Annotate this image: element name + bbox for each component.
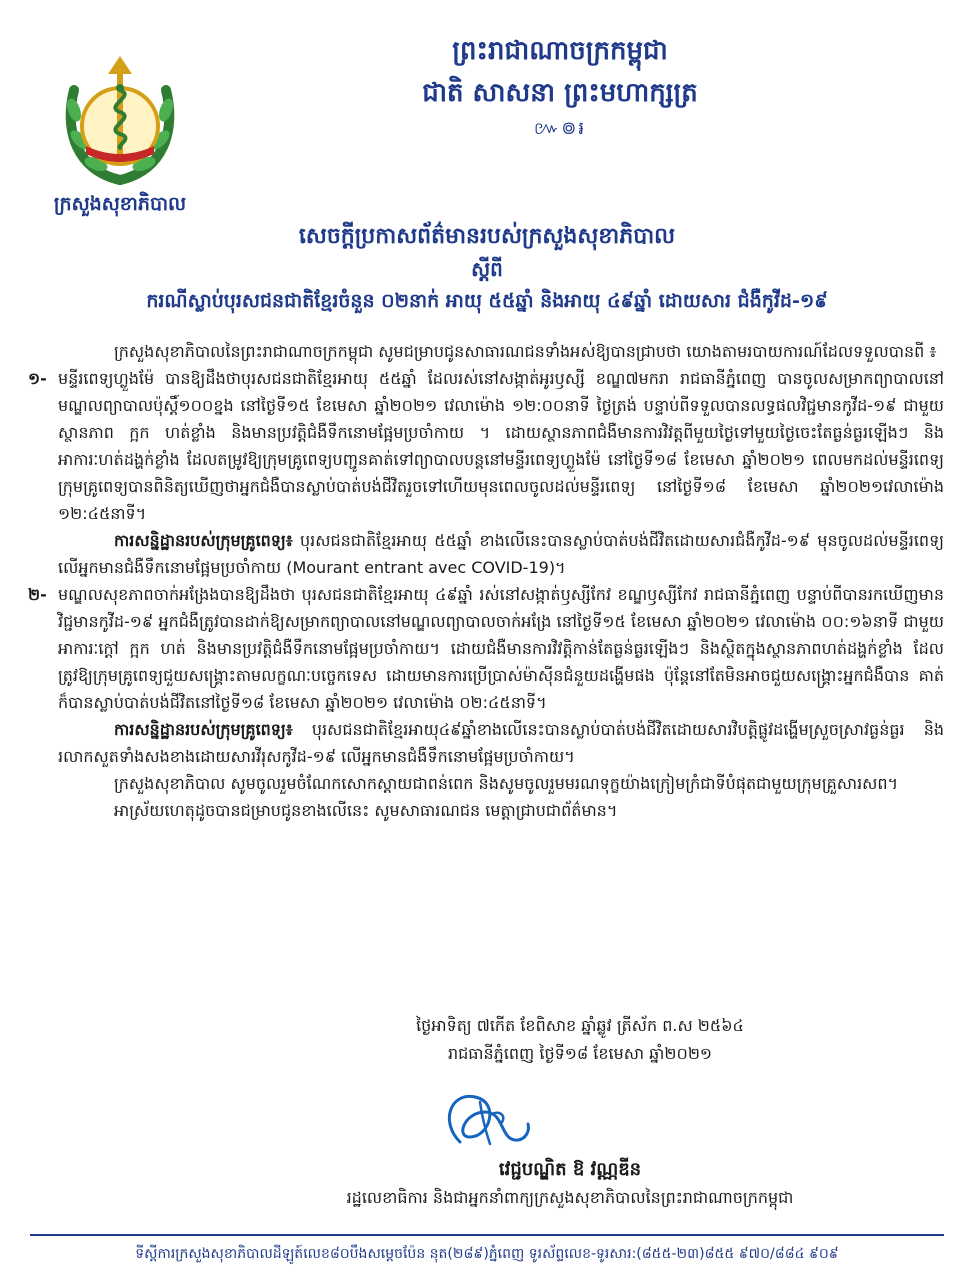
kingdom-line-2: ជាតិ សាសនា ព្រះមហាក្សត្រ	[422, 78, 698, 108]
footer-address: ទីស្ដីការក្រសួងសុខាភិបាលដីឡូត៍លេខ៨០បឹងសម្ដេចប៉ែន នុត(២៨៩)ភ្នំពេញ ទូរស័ព្ទលេខ-ទូរសារ:(៨៥៥-២៣)៨៥៥ ៩៧០/៨៨៤ ៩០៩	[135, 1246, 839, 1262]
case-conclusion-2	[28, 716, 944, 770]
condolence-paragraph: ក្រសួងសុខាភិបាល សូមចូលរួមចំណែកសោកស្ដាយជាពន់ពេក និងសូមចូលរួមមរណទុក្ខយ៉ាងក្រៀមក្រំជាទីបំផុតជាមួយក្រុមគ្រួសារសព។	[114, 774, 899, 793]
case-number-2: ២-	[28, 585, 47, 604]
signer-block	[220, 1156, 920, 1212]
case-text-2: មណ្ឌលសុខភាពចាក់អង្រែងបានឱ្យដឹងថា បុរសជនជាតិខ្មែរអាយុ ៤៩ឆ្នាំ រស់នៅសង្កាត់ឫស្សីកែវ ខណ្ឌឫស្សីកែវ រាជធានីភ្នំពេញ បន្ទាប់ពីបានរកឃើញមានវិជ្ជមានកូវីដ-១៩ អ្នកជំងឺត្រូវបានដាក់ឱ្យសម្រាកព្យាបាលនៅមណ្ឌលព្យាបាលចាក់អង្រែ នៅថ្ងៃទី១៥ ខែមេសា ឆ្នាំ២០២១ វេលាម៉ោង ០០:១៦នាទី ជាមួយអាការៈក្ដៅ ក្អក ហត់ និងមានប្រវត្តិជំងឺទឹកនោមផ្អែមប្រចាំកាយ។ ដោយជំងឺមានការវិវត្តិកាន់តែធ្ងន់ធ្ងរឡើងៗ និងស្ថិតក្នុងស្ថានភាពហត់ដង្ហក់ខ្លាំង ដែលត្រូវឱ្យក្រុមគ្រូពេទ្យជួយសង្គ្រោះតាមលក្ខណៈបច្ចេកទេស ដោយមានការប្រើប្រាស់ម៉ាស៊ីនជំនួយដង្ហើមផង ប៉ុន្តែនៅតែមិនអាចជួយសង្គ្រោះអ្នកជំងឺបាន គាត់ក៏បានស្លាប់បាត់បង់ជីវិតនៅថ្ងៃទី១៨ ខែមេសា ឆ្នាំ២០២១ វេលាម៉ោង ០២:៤៥នាទី។	[58, 585, 945, 712]
case-item-2	[28, 581, 944, 716]
ministry-name-under-logo: ក្រសួងសុខាភិបាល	[53, 193, 187, 215]
signer-title: រដ្ឋលេខាធិការ និងជាអ្នកនាំពាក្យក្រសួងសុខាភិបាលនៃព្រះរាជាណាចក្រកម្ពុជា	[346, 1188, 794, 1207]
conclusion-text-2: បុរសជនជាតិខ្មែរអាយុ៤៩ឆ្នាំខាងលើនេះបានស្លាប់បាត់បង់ជីវិតដោយសារវិបត្តិផ្លូវដង្ហើមស្រួចស្រាវធ្ងន់ធ្ងរ និងរលាកសួតទាំងសងខាងដោយសារវីរុសកូវីដ-១៩ លើអ្នកមានជំងឺទឹកនោមផ្អែមប្រចាំកាយ។	[58, 720, 944, 766]
kingdom-line-1: ព្រះរាជាណាចក្រកម្ពុជា	[452, 36, 668, 66]
case-item-1	[28, 365, 944, 527]
title-line-3: ករណីស្លាប់បុរសជនជាតិខ្មែរចំនួន ០២នាក់ អាយុ ៥៥ឆ្នាំ និងអាយុ ៤៩ឆ្នាំ ដោយសារ ជំងឺកូវីដ-១៩	[146, 290, 828, 312]
footer-divider	[30, 1234, 944, 1236]
conclusion-text-1: បុរសជនជាតិខ្មែរអាយុ ៥៥ឆ្នាំ ខាងលើនេះបានស្លាប់បាត់បង់ជីវិតដោយសារជំងឺកូវីដ-១៩ មុនចូលដល់មន្ទីរពេទ្យ លើអ្នកមានជំងឺទឹកនោមផ្អែមប្រចាំកាយ (Mourant entrant avec COVID-19)។	[58, 531, 944, 577]
signer-name: វេជ្ជបណ្ឌិត ឱ វណ្ណឌីន	[498, 1159, 642, 1180]
conclusion-label-2: ការសន្និដ្ឋានរបស់ក្រុមគ្រូពេទ្យ៖	[114, 720, 293, 739]
title-line-1: សេចក្ដីប្រកាសព័ត៌មានរបស់ក្រសួងសុខាភិបាល	[298, 224, 676, 249]
kingdom-header	[300, 30, 820, 114]
solar-date: រាជធានីភ្នំពេញ ថ្ងៃទី១៨ ខែមេសា ឆ្នាំ២០២១	[447, 1044, 713, 1063]
case-conclusion-1	[28, 527, 944, 581]
header-ornament: ៚៙៛	[533, 118, 587, 139]
ministry-emblem-icon	[56, 50, 184, 188]
conclusion-label-1: ការសន្និដ្ឋានរបស់ក្រុមគ្រូពេទ្យ៖	[114, 531, 293, 550]
date-block	[300, 1012, 860, 1068]
case-number-1: ១-	[28, 369, 47, 388]
intro-paragraph: ក្រសួងសុខាភិបាលនៃព្រះរាជាណាចក្រកម្ពុជា សូមជម្រាបជូនសាធារណជនទាំងអស់ឱ្យបានជ្រាបថា យោងតាមរបាយការណ៍ដែលទទួលបានពី ៖	[114, 342, 937, 361]
case-text-1: មន្ទីរពេទ្យហ្លួងម៉ែ បានឱ្យដឹងថាបុរសជនជាតិខ្មែរអាយុ ៥៥ឆ្នាំ ដែលរស់នៅសង្កាត់អូរឫស្សី ខណ្ឌ៧មករា រាជធានីភ្នំពេញ បានចូលសម្រាកព្យាបាលនៅមណ្ឌលព្យាបាលប៉ុស្ដិ៍១០០ខ្នង នៅថ្ងៃទី១៥ ខែមេសា ឆ្នាំ២០២១ វេលាម៉ោង ១២:០០នាទី ថ្ងៃត្រង់ បន្ទាប់ពីទទួលបានលទ្ធផលវិជ្ជមានកូវីដ-១៩ ជាមួយស្ថានភាព ក្អក ហត់ខ្លាំង និងមានប្រវត្តិជំងឺទឹកនោមផ្អែមប្រចាំកាយ ។ ដោយស្ថានភាពជំងឺមានការវិវត្តពីមួយថ្ងៃទៅមួយថ្ងៃចេះតែធ្ងន់ធ្ងរឡើងៗ និងអាការៈហត់ដង្ហក់ខ្លាំង ដែលតម្រូវឱ្យក្រុមគ្រូពេទ្យបញ្ជូនគាត់ទៅព្យាបាលបន្តនៅមន្ទីរពេទ្យហ្លួងម៉ែ នៅថ្ងៃទី១៨ ខែមេសា ឆ្នាំ២០២១ ពេលមកដល់មន្ទីរពេទ្យក្រុមគ្រូពេទ្យបានពិនិត្យឃើញថាអ្នកជំងឺបានស្លាប់បាត់បង់ជីវិតរួចទៅហើយមុនពេលចូលដល់មន្ទីរពេទ្យ នៅថ្ងៃទី១៨ ខែមេសា ឆ្នាំ២០២១វេលាម៉ោង ១២:៤៥នាទី។	[58, 369, 945, 523]
document-body	[28, 338, 944, 824]
lunar-date: ថ្ងៃអាទិត្យ ៧កើត ខែពិសាខ ឆ្នាំឆ្លូវ ត្រីស័ក ព.ស ២៥៦៤	[416, 1016, 744, 1035]
document-title	[40, 220, 934, 318]
signature-icon	[430, 1082, 540, 1162]
closing-paragraph: អាស្រ័យហេតុដូចបានជម្រាបជូនខាងលើនេះ សូមសាធារណជន មេត្តាជ្រាបជាព័ត៌មាន។	[114, 801, 618, 820]
title-line-2: ស្ដីពី	[471, 257, 503, 281]
